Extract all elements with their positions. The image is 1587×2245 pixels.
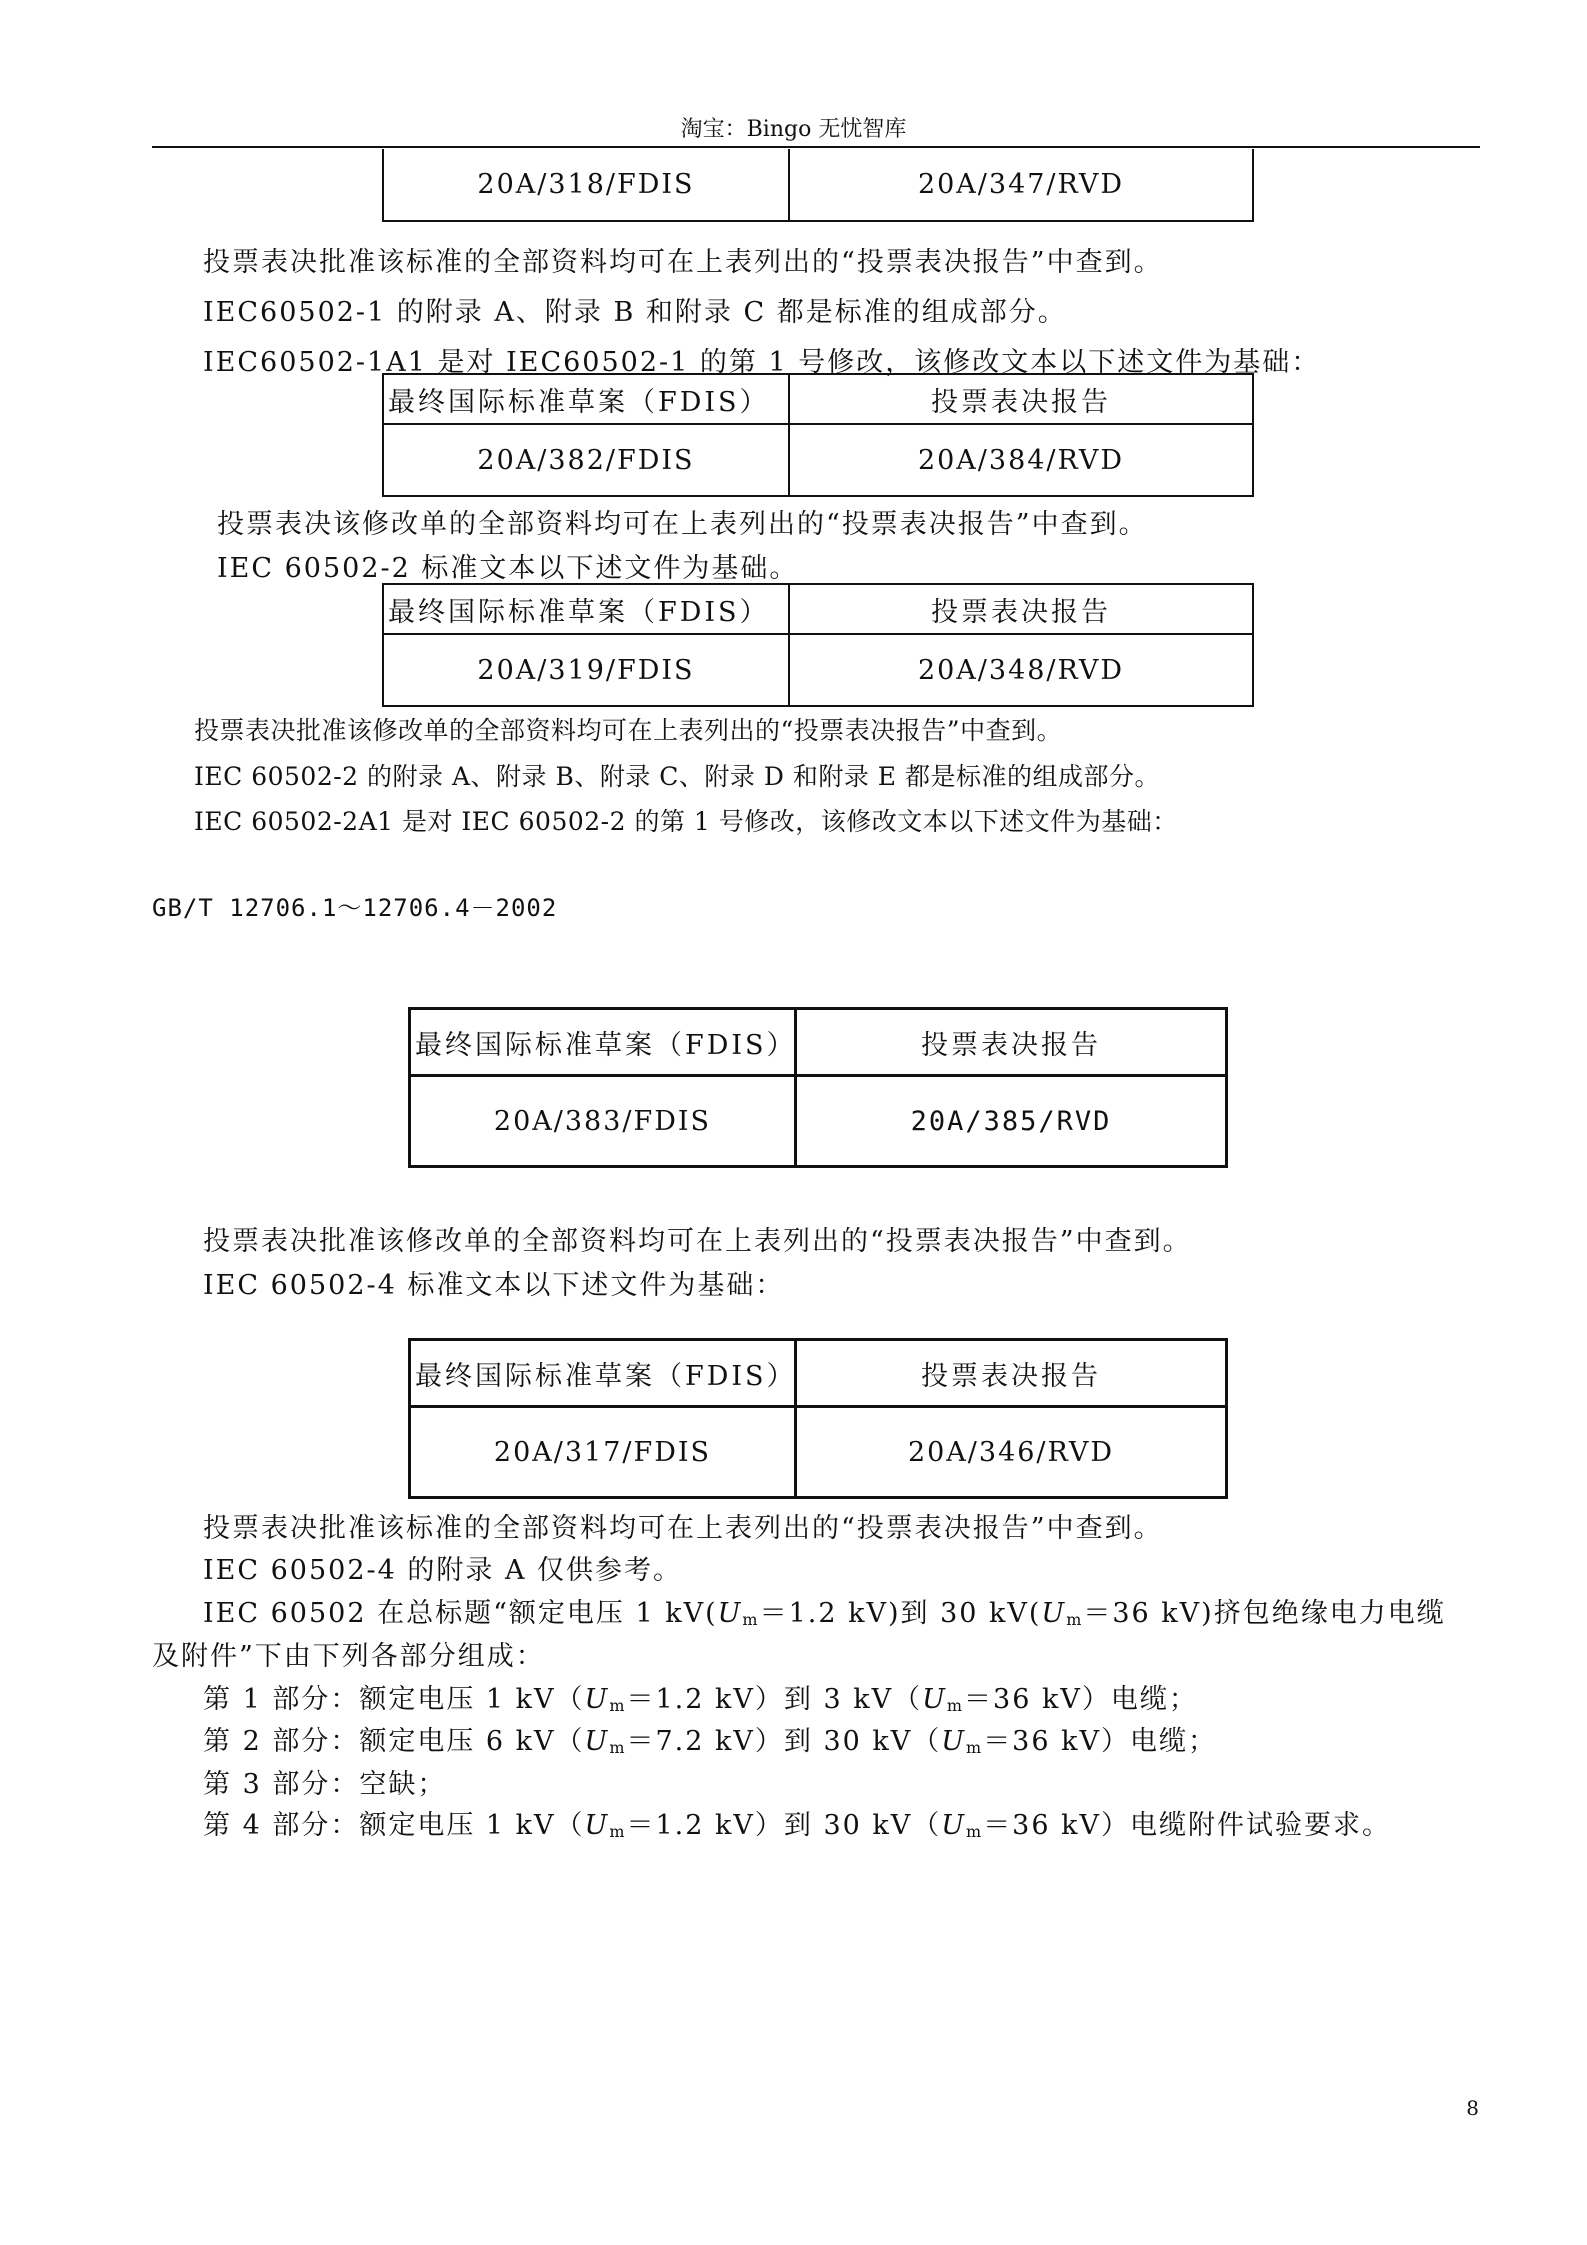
fdis-header: 最终国际标准草案（FDIS） [383,374,789,424]
paragraph: IEC 60502-2 标准文本以下述文件为基础。 [217,553,799,584]
paragraph: IEC 60502-4 标准文本以下述文件为基础： [203,1270,785,1301]
rvd-header: 投票表决报告 [789,374,1253,424]
text-segment: ＝1.2 kV）到 30 kV（ [626,1810,942,1841]
part-item [203,1719,1217,1758]
subscript: m [609,1696,627,1715]
table-4 [408,1007,1228,1168]
text-segment: ＝1.2 kV）到 3 kV（ [626,1684,923,1715]
page-number: 8 [1466,2096,1479,2120]
symbol: U [584,1684,610,1715]
part-item [203,1677,1198,1716]
fdis-cell: 20A/383/FDIS [410,1076,796,1167]
text-segment: ＝36 kV）电缆； [983,1726,1217,1757]
symbol: U [1041,1598,1067,1629]
series-paragraph-line1 [203,1591,1446,1630]
table-5 [408,1338,1228,1499]
subscript: m [609,1738,627,1757]
fdis-cell: 20A/318/FDIS [383,149,789,221]
text-segment: ＝36 kV）电缆； [964,1684,1198,1715]
subscript: m [1066,1610,1084,1629]
fdis-cell: 20A/317/FDIS [410,1407,796,1498]
symbol: U [584,1810,610,1841]
subscript: m [966,1822,984,1841]
fdis-header: 最终国际标准草案（FDIS） [410,1009,796,1076]
rvd-cell: 20A/348/RVD [789,634,1253,706]
fdis-header: 最终国际标准草案（FDIS） [383,584,789,634]
paragraph: IEC 60502-2A1 是对 IEC 60502-2 的第 1 号修改，该修改文本以下述文件为基础： [194,807,1178,836]
fdis-header: 最终国际标准草案（FDIS） [410,1340,796,1407]
paragraph: 投票表决批准该修改单的全部资料均可在上表列出的“投票表决报告”中查到。 [194,716,1063,745]
table-2 [382,373,1254,497]
subscript: m [609,1822,627,1841]
rvd-header: 投票表决报告 [796,1009,1227,1076]
standard-code: GB/T 12706.1～12706.4－2002 [152,894,558,922]
text-segment: ＝1.2 kV)到 30 kV( [759,1598,1042,1629]
text-segment: IEC 60502 在总标题“额定电压 1 kV( [203,1598,718,1629]
fdis-cell: 20A/382/FDIS [383,424,789,496]
part-item [203,1803,1391,1842]
paragraph: IEC60502-1 的附录 A、附录 B 和附录 C 都是标准的组成部分。 [203,297,1067,328]
page-header: 淘宝：Bingo 无忧智库 [680,117,907,142]
fdis-cell: 20A/319/FDIS [383,634,789,706]
symbol: U [584,1726,610,1757]
rvd-header: 投票表决报告 [796,1340,1227,1407]
paragraph: IEC 60502-4 的附录 A 仅供参考。 [203,1555,683,1586]
header-rule [152,146,1480,148]
paragraph: IEC 60502-2 的附录 A、附录 B、附录 C、附录 D 和附录 E 都是标准的组成部分。 [194,762,1161,791]
text-segment: ＝36 kV）电缆附件试验要求。 [983,1810,1391,1841]
paragraph: IEC60502-1A1 是对 IEC60502-1 的第 1 号修改，该修改文本以下述文件为基础： [203,347,1321,378]
rvd-cell: 20A/346/RVD [796,1407,1227,1498]
subscript: m [966,1738,984,1757]
subscript: m [742,1610,760,1629]
rvd-cell: 20A/385/RVD [796,1076,1227,1167]
table-3 [382,583,1254,707]
text-segment: 第 1 部分：额定电压 1 kV（ [203,1684,585,1715]
text-segment: 第 4 部分：额定电压 1 kV（ [203,1810,585,1841]
part-item: 第 3 部分：空缺； [203,1769,447,1800]
subscript: m [946,1696,965,1715]
symbol: U [922,1684,947,1715]
text-segment: 第 2 部分：额定电压 6 kV（ [203,1726,585,1757]
table-1 [382,149,1254,222]
rvd-cell: 20A/384/RVD [789,424,1253,496]
symbol: U [941,1810,967,1841]
paragraph: 投票表决批准该修改单的全部资料均可在上表列出的“投票表决报告”中查到。 [203,1226,1192,1257]
text-segment: ＝7.2 kV）到 30 kV（ [626,1726,942,1757]
symbol: U [941,1726,967,1757]
symbol: U [717,1598,743,1629]
paragraph: 投票表决批准该标准的全部资料均可在上表列出的“投票表决报告”中查到。 [203,247,1163,278]
rvd-cell: 20A/347/RVD [789,149,1253,221]
paragraph: 投票表决该修改单的全部资料均可在上表列出的“投票表决报告”中查到。 [217,509,1148,540]
series-paragraph-line2: 及附件”下由下列各部分组成： [152,1641,545,1672]
paragraph: 投票表决批准该标准的全部资料均可在上表列出的“投票表决报告”中查到。 [203,1513,1163,1544]
text-segment: ＝36 kV)挤包绝缘电力电缆 [1083,1598,1446,1629]
rvd-header: 投票表决报告 [789,584,1253,634]
